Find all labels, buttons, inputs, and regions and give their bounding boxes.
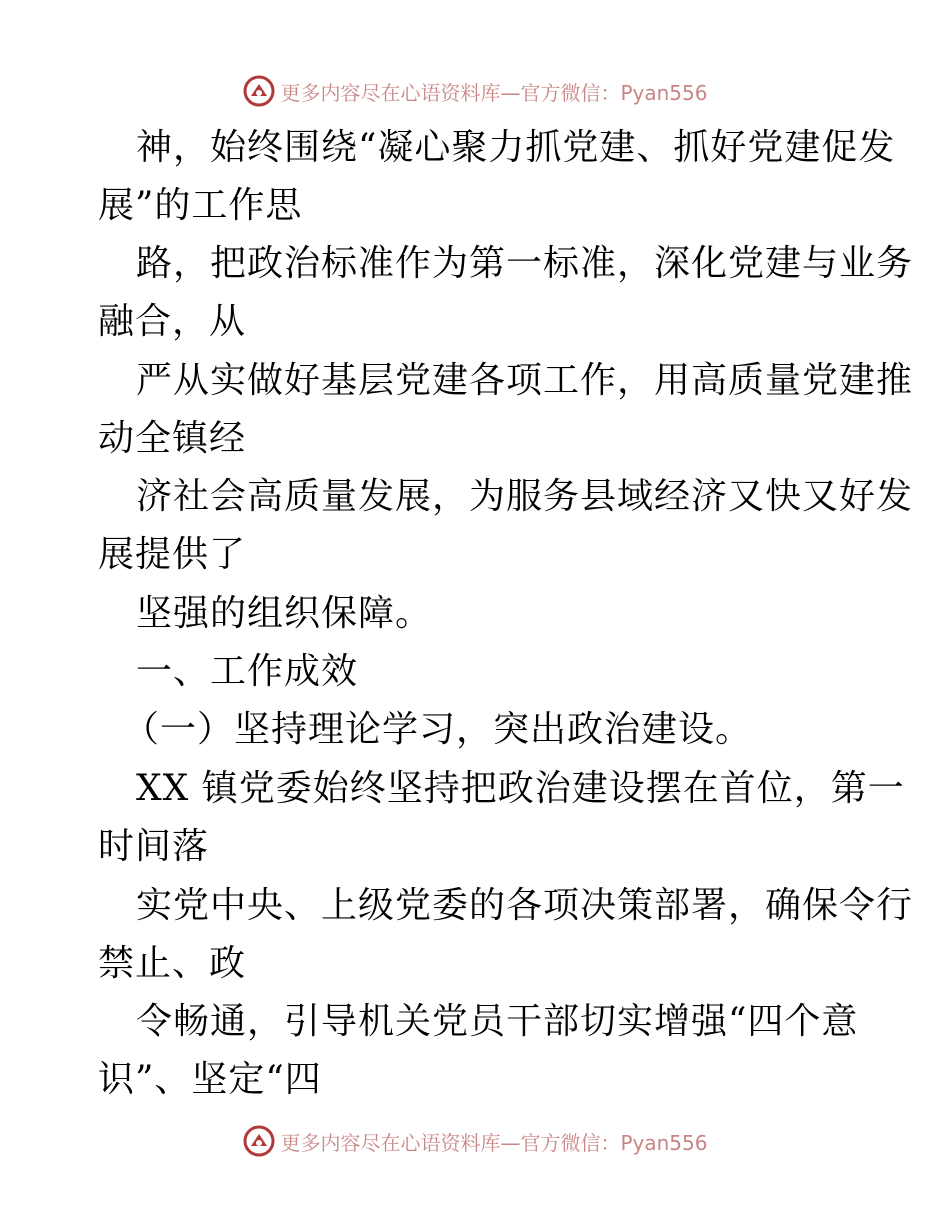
footer-watermark [0,1121,950,1161]
body-line: 令畅通，引导机关党员干部切实增强“四个意 [136,1001,859,1042]
footer-watermark-text: 更多内容尽在心语资料库—官方微信：Pyan556 [280,1130,708,1155]
brand-logo-icon [242,1124,276,1158]
body-line: 路，把政治标准作为第一标准，深化党建与业务 [136,243,914,284]
body-line: 时间落 [98,826,210,867]
body-line: 神，始终围绕“凝心聚力抓党建、抓好党建促发 [136,127,896,168]
body-line: 展”的工作思 [98,185,303,226]
body-line: 融合，从 [98,301,247,342]
body-line: 济社会高质量发展，为服务县域经济又快又好发 [136,476,914,517]
body-line: XX 镇党委始终坚持把政治建设摆在首位，第一 [136,768,905,809]
body-line: 实党中央、上级党委的各项决策部署，确保令行 [136,885,914,926]
section-heading: 一、工作成效 [136,651,359,692]
body-line: 禁止、政 [98,943,247,984]
body-line: 严从实做好基层党建各项工作，用高质量党建推 [136,360,914,401]
body-line: 识”、坚定“四 [98,1059,322,1100]
body-line: 动全镇经 [98,418,247,459]
body-line: 展提供了 [98,534,247,575]
header-watermark-text: 更多内容尽在心语资料库—官方微信：Pyan556 [280,80,708,105]
subsection-heading: （一）坚持理论学习，突出政治建设。 [123,709,753,750]
body-line: 坚强的组织保障。 [136,593,433,634]
